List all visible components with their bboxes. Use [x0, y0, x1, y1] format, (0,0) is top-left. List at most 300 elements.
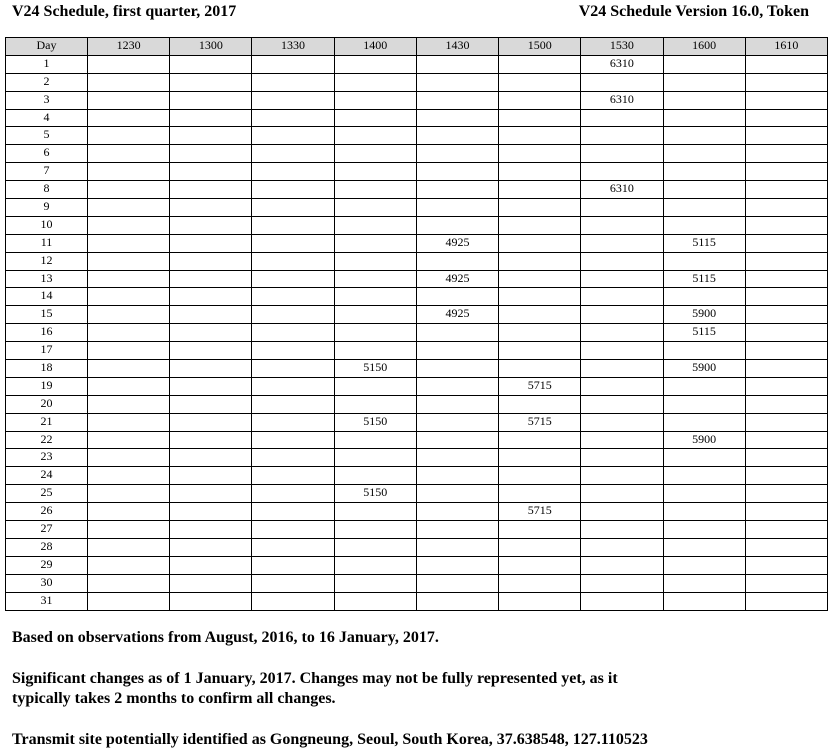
schedule-table-header: [6, 38, 828, 56]
frequency-cell: [416, 288, 498, 306]
frequency-cell: [581, 521, 663, 539]
frequency-cell: [581, 199, 663, 217]
frequency-cell: [416, 163, 498, 181]
frequency-cell: [745, 592, 827, 610]
day-cell: 10: [6, 216, 88, 234]
frequency-cell: [663, 145, 745, 163]
frequency-cell: [170, 73, 252, 91]
frequency-cell: 6310: [581, 91, 663, 109]
table-row: [6, 127, 828, 145]
frequency-cell: [88, 234, 170, 252]
frequency-cell: [745, 55, 827, 73]
table-row: [6, 181, 828, 199]
frequency-cell: [416, 199, 498, 217]
frequency-cell: [88, 431, 170, 449]
frequency-cell: [334, 181, 416, 199]
frequency-cell: [88, 449, 170, 467]
frequency-cell: [663, 252, 745, 270]
frequency-cell: [581, 538, 663, 556]
frequency-cell: [170, 485, 252, 503]
column-header-1230: 1230: [88, 38, 170, 56]
frequency-cell: [252, 252, 334, 270]
frequency-cell: [663, 574, 745, 592]
frequency-cell: [170, 521, 252, 539]
frequency-cell: [334, 467, 416, 485]
table-row: [6, 109, 828, 127]
frequency-cell: [745, 216, 827, 234]
table-row: [6, 592, 828, 610]
frequency-cell: [499, 127, 581, 145]
frequency-cell: [252, 503, 334, 521]
frequency-cell: [745, 145, 827, 163]
frequency-cell: [334, 503, 416, 521]
frequency-cell: [663, 55, 745, 73]
frequency-cell: [663, 556, 745, 574]
frequency-cell: [745, 538, 827, 556]
frequency-cell: [581, 431, 663, 449]
day-cell: 6: [6, 145, 88, 163]
frequency-cell: [170, 395, 252, 413]
day-cell: 24: [6, 467, 88, 485]
day-cell: 4: [6, 109, 88, 127]
schedule-table: [5, 37, 828, 611]
frequency-cell: 5150: [334, 485, 416, 503]
notes-section: [12, 628, 812, 750]
frequency-cell: [581, 360, 663, 378]
frequency-cell: [88, 360, 170, 378]
frequency-cell: [663, 73, 745, 91]
frequency-cell: [170, 270, 252, 288]
frequency-cell: [170, 252, 252, 270]
frequency-cell: 5150: [334, 360, 416, 378]
frequency-cell: [416, 127, 498, 145]
day-cell: 31: [6, 592, 88, 610]
frequency-cell: [334, 55, 416, 73]
frequency-cell: [581, 234, 663, 252]
frequency-cell: [170, 342, 252, 360]
frequency-cell: [252, 127, 334, 145]
frequency-cell: 5115: [663, 324, 745, 342]
table-row: [6, 503, 828, 521]
frequency-cell: [170, 538, 252, 556]
frequency-cell: [170, 431, 252, 449]
frequency-cell: [252, 556, 334, 574]
frequency-cell: [581, 413, 663, 431]
table-row: [6, 91, 828, 109]
frequency-cell: [499, 360, 581, 378]
frequency-cell: [252, 395, 334, 413]
frequency-cell: [88, 181, 170, 199]
frequency-cell: [334, 449, 416, 467]
frequency-cell: [252, 467, 334, 485]
frequency-cell: [499, 538, 581, 556]
frequency-cell: [170, 467, 252, 485]
frequency-cell: [416, 342, 498, 360]
frequency-cell: [581, 145, 663, 163]
frequency-cell: [416, 538, 498, 556]
day-cell: 28: [6, 538, 88, 556]
day-cell: 27: [6, 521, 88, 539]
column-header-1300: 1300: [170, 38, 252, 56]
frequency-cell: [663, 521, 745, 539]
frequency-cell: [334, 538, 416, 556]
day-cell: 9: [6, 199, 88, 217]
frequency-cell: [499, 234, 581, 252]
column-header-1610: 1610: [745, 38, 827, 56]
frequency-cell: [416, 73, 498, 91]
frequency-cell: [88, 145, 170, 163]
frequency-cell: [170, 449, 252, 467]
table-row: [6, 449, 828, 467]
day-cell: 13: [6, 270, 88, 288]
frequency-cell: [581, 270, 663, 288]
changes-note-line-1: Significant changes as of 1 January, 2017. Changes may not be fully represented yet, as it: [12, 670, 618, 687]
frequency-cell: [416, 521, 498, 539]
frequency-cell: [252, 55, 334, 73]
frequency-cell: [252, 91, 334, 109]
frequency-cell: [88, 467, 170, 485]
frequency-cell: [581, 449, 663, 467]
frequency-cell: [334, 556, 416, 574]
day-cell: 7: [6, 163, 88, 181]
frequency-cell: [499, 431, 581, 449]
frequency-cell: [334, 252, 416, 270]
table-row: [6, 467, 828, 485]
frequency-cell: [745, 413, 827, 431]
table-row: [6, 306, 828, 324]
frequency-cell: [252, 234, 334, 252]
frequency-cell: [663, 288, 745, 306]
frequency-cell: [170, 91, 252, 109]
frequency-cell: [499, 574, 581, 592]
frequency-cell: [745, 360, 827, 378]
table-row: [6, 199, 828, 217]
day-cell: 8: [6, 181, 88, 199]
frequency-cell: [170, 377, 252, 395]
day-cell: 16: [6, 324, 88, 342]
frequency-cell: [416, 413, 498, 431]
frequency-cell: [334, 342, 416, 360]
frequency-cell: [499, 73, 581, 91]
frequency-cell: [170, 288, 252, 306]
frequency-cell: [334, 234, 416, 252]
frequency-cell: [581, 306, 663, 324]
frequency-cell: [416, 395, 498, 413]
frequency-cell: [581, 73, 663, 91]
day-cell: 1: [6, 55, 88, 73]
frequency-cell: [88, 503, 170, 521]
frequency-cell: 6310: [581, 181, 663, 199]
frequency-cell: 4925: [416, 306, 498, 324]
frequency-cell: [170, 306, 252, 324]
frequency-cell: [581, 127, 663, 145]
frequency-cell: [745, 163, 827, 181]
frequency-cell: [170, 413, 252, 431]
frequency-cell: [581, 342, 663, 360]
frequency-cell: [581, 377, 663, 395]
frequency-cell: [252, 324, 334, 342]
frequency-cell: [499, 306, 581, 324]
table-row: [6, 413, 828, 431]
frequency-cell: [334, 592, 416, 610]
day-cell: 21: [6, 413, 88, 431]
frequency-cell: [88, 55, 170, 73]
frequency-cell: [499, 163, 581, 181]
frequency-cell: [663, 449, 745, 467]
frequency-cell: [334, 73, 416, 91]
frequency-cell: 6310: [581, 55, 663, 73]
frequency-cell: [581, 467, 663, 485]
frequency-cell: [252, 521, 334, 539]
day-cell: 11: [6, 234, 88, 252]
frequency-cell: [499, 216, 581, 234]
frequency-cell: [663, 592, 745, 610]
frequency-cell: [88, 91, 170, 109]
frequency-cell: [663, 503, 745, 521]
frequency-cell: [499, 521, 581, 539]
frequency-cell: [663, 413, 745, 431]
frequency-cell: [663, 91, 745, 109]
frequency-cell: [88, 538, 170, 556]
frequency-cell: [252, 109, 334, 127]
table-row: [6, 377, 828, 395]
frequency-cell: [334, 288, 416, 306]
frequency-cell: [88, 324, 170, 342]
frequency-cell: [334, 574, 416, 592]
frequency-cell: [499, 467, 581, 485]
frequency-cell: [745, 91, 827, 109]
frequency-cell: [581, 592, 663, 610]
table-row: [6, 270, 828, 288]
frequency-cell: [334, 145, 416, 163]
frequency-cell: 5150: [334, 413, 416, 431]
frequency-cell: [663, 377, 745, 395]
frequency-cell: [88, 521, 170, 539]
column-header-1500: 1500: [499, 38, 581, 56]
frequency-cell: 5900: [663, 431, 745, 449]
table-row: [6, 538, 828, 556]
frequency-cell: [170, 556, 252, 574]
frequency-cell: [416, 377, 498, 395]
frequency-cell: [334, 395, 416, 413]
frequency-cell: [334, 163, 416, 181]
day-cell: 2: [6, 73, 88, 91]
frequency-cell: [252, 181, 334, 199]
frequency-cell: [416, 556, 498, 574]
day-cell: 3: [6, 91, 88, 109]
frequency-cell: [252, 73, 334, 91]
frequency-cell: [416, 145, 498, 163]
frequency-cell: [416, 252, 498, 270]
frequency-cell: [252, 306, 334, 324]
day-cell: 26: [6, 503, 88, 521]
frequency-cell: [170, 360, 252, 378]
frequency-cell: [581, 556, 663, 574]
frequency-cell: [745, 377, 827, 395]
frequency-cell: [499, 270, 581, 288]
frequency-cell: [334, 324, 416, 342]
frequency-cell: [88, 592, 170, 610]
frequency-cell: [252, 145, 334, 163]
frequency-cell: [499, 592, 581, 610]
frequency-cell: [581, 324, 663, 342]
frequency-cell: 5715: [499, 377, 581, 395]
frequency-cell: [252, 199, 334, 217]
frequency-cell: [663, 216, 745, 234]
schedule-title: V24 Schedule, first quarter, 2017: [12, 3, 237, 20]
frequency-cell: [334, 216, 416, 234]
frequency-cell: [170, 574, 252, 592]
frequency-cell: [499, 449, 581, 467]
frequency-cell: [334, 127, 416, 145]
frequency-cell: [745, 556, 827, 574]
table-row: [6, 145, 828, 163]
day-cell: 14: [6, 288, 88, 306]
frequency-cell: [663, 485, 745, 503]
table-row: [6, 485, 828, 503]
day-cell: 17: [6, 342, 88, 360]
frequency-cell: [88, 413, 170, 431]
frequency-cell: 4925: [416, 234, 498, 252]
frequency-cell: [334, 199, 416, 217]
day-cell: 5: [6, 127, 88, 145]
frequency-cell: [170, 127, 252, 145]
frequency-cell: [416, 485, 498, 503]
frequency-cell: [252, 216, 334, 234]
frequency-cell: [745, 199, 827, 217]
frequency-cell: [663, 342, 745, 360]
frequency-cell: [88, 199, 170, 217]
changes-note-line-2: typically takes 2 months to confirm all changes.: [12, 690, 336, 707]
frequency-cell: [252, 270, 334, 288]
frequency-cell: [88, 485, 170, 503]
frequency-cell: [499, 485, 581, 503]
frequency-cell: [170, 324, 252, 342]
table-row: [6, 342, 828, 360]
day-cell: 20: [6, 395, 88, 413]
frequency-cell: [581, 395, 663, 413]
frequency-cell: [88, 395, 170, 413]
frequency-cell: [252, 360, 334, 378]
frequency-cell: [252, 431, 334, 449]
frequency-cell: [745, 574, 827, 592]
frequency-cell: [499, 252, 581, 270]
frequency-cell: [499, 109, 581, 127]
frequency-cell: [416, 592, 498, 610]
table-row: [6, 360, 828, 378]
frequency-cell: [416, 216, 498, 234]
frequency-cell: [252, 592, 334, 610]
frequency-cell: [663, 199, 745, 217]
frequency-cell: 4925: [416, 270, 498, 288]
table-row: [6, 234, 828, 252]
frequency-cell: [334, 109, 416, 127]
table-row: [6, 556, 828, 574]
frequency-cell: [499, 342, 581, 360]
frequency-cell: [88, 270, 170, 288]
frequency-cell: [170, 592, 252, 610]
day-cell: 29: [6, 556, 88, 574]
frequency-cell: [416, 181, 498, 199]
frequency-cell: [745, 485, 827, 503]
column-header-day: Day: [6, 38, 88, 56]
schedule-version: V24 Schedule Version 16.0, Token: [578, 3, 809, 20]
frequency-cell: [745, 181, 827, 199]
frequency-cell: [416, 503, 498, 521]
frequency-cell: [88, 574, 170, 592]
frequency-cell: [745, 234, 827, 252]
frequency-cell: [88, 377, 170, 395]
frequency-cell: [581, 163, 663, 181]
frequency-cell: [416, 360, 498, 378]
frequency-cell: [745, 127, 827, 145]
frequency-cell: [416, 324, 498, 342]
frequency-cell: [170, 163, 252, 181]
frequency-cell: [334, 377, 416, 395]
frequency-cell: [170, 109, 252, 127]
frequency-cell: [499, 91, 581, 109]
frequency-cell: [88, 252, 170, 270]
frequency-cell: [499, 145, 581, 163]
frequency-cell: [88, 216, 170, 234]
frequency-cell: [581, 216, 663, 234]
frequency-cell: [745, 342, 827, 360]
column-header-1530: 1530: [581, 38, 663, 56]
frequency-cell: [745, 324, 827, 342]
table-row: [6, 288, 828, 306]
frequency-cell: [170, 181, 252, 199]
frequency-cell: [581, 574, 663, 592]
frequency-cell: [170, 216, 252, 234]
frequency-cell: 5900: [663, 306, 745, 324]
schedule-table-body: [6, 55, 828, 610]
day-cell: 18: [6, 360, 88, 378]
frequency-cell: [663, 181, 745, 199]
frequency-cell: [663, 467, 745, 485]
frequency-cell: [88, 73, 170, 91]
table-row: [6, 216, 828, 234]
frequency-cell: [416, 109, 498, 127]
frequency-cell: [745, 431, 827, 449]
frequency-cell: [663, 163, 745, 181]
column-header-1330: 1330: [252, 38, 334, 56]
frequency-cell: [252, 574, 334, 592]
transmit-site-note: Transmit site potentially identified as Gongneung, Seoul, South Korea, 37.638548, 127.110523: [12, 731, 648, 748]
frequency-cell: [416, 55, 498, 73]
frequency-cell: [745, 252, 827, 270]
frequency-cell: [581, 252, 663, 270]
frequency-cell: [88, 163, 170, 181]
frequency-cell: [334, 270, 416, 288]
frequency-cell: [745, 521, 827, 539]
frequency-cell: [252, 342, 334, 360]
frequency-cell: [581, 503, 663, 521]
observations-note: Based on observations from August, 2016, to 16 January, 2017.: [12, 629, 439, 646]
frequency-cell: [499, 55, 581, 73]
frequency-cell: [745, 395, 827, 413]
frequency-cell: [334, 91, 416, 109]
frequency-cell: [745, 306, 827, 324]
day-cell: 19: [6, 377, 88, 395]
frequency-cell: 5715: [499, 503, 581, 521]
header-row: [6, 38, 828, 56]
frequency-cell: [499, 288, 581, 306]
frequency-cell: [252, 377, 334, 395]
table-row: [6, 163, 828, 181]
frequency-cell: [252, 485, 334, 503]
frequency-cell: [663, 127, 745, 145]
frequency-cell: [88, 556, 170, 574]
